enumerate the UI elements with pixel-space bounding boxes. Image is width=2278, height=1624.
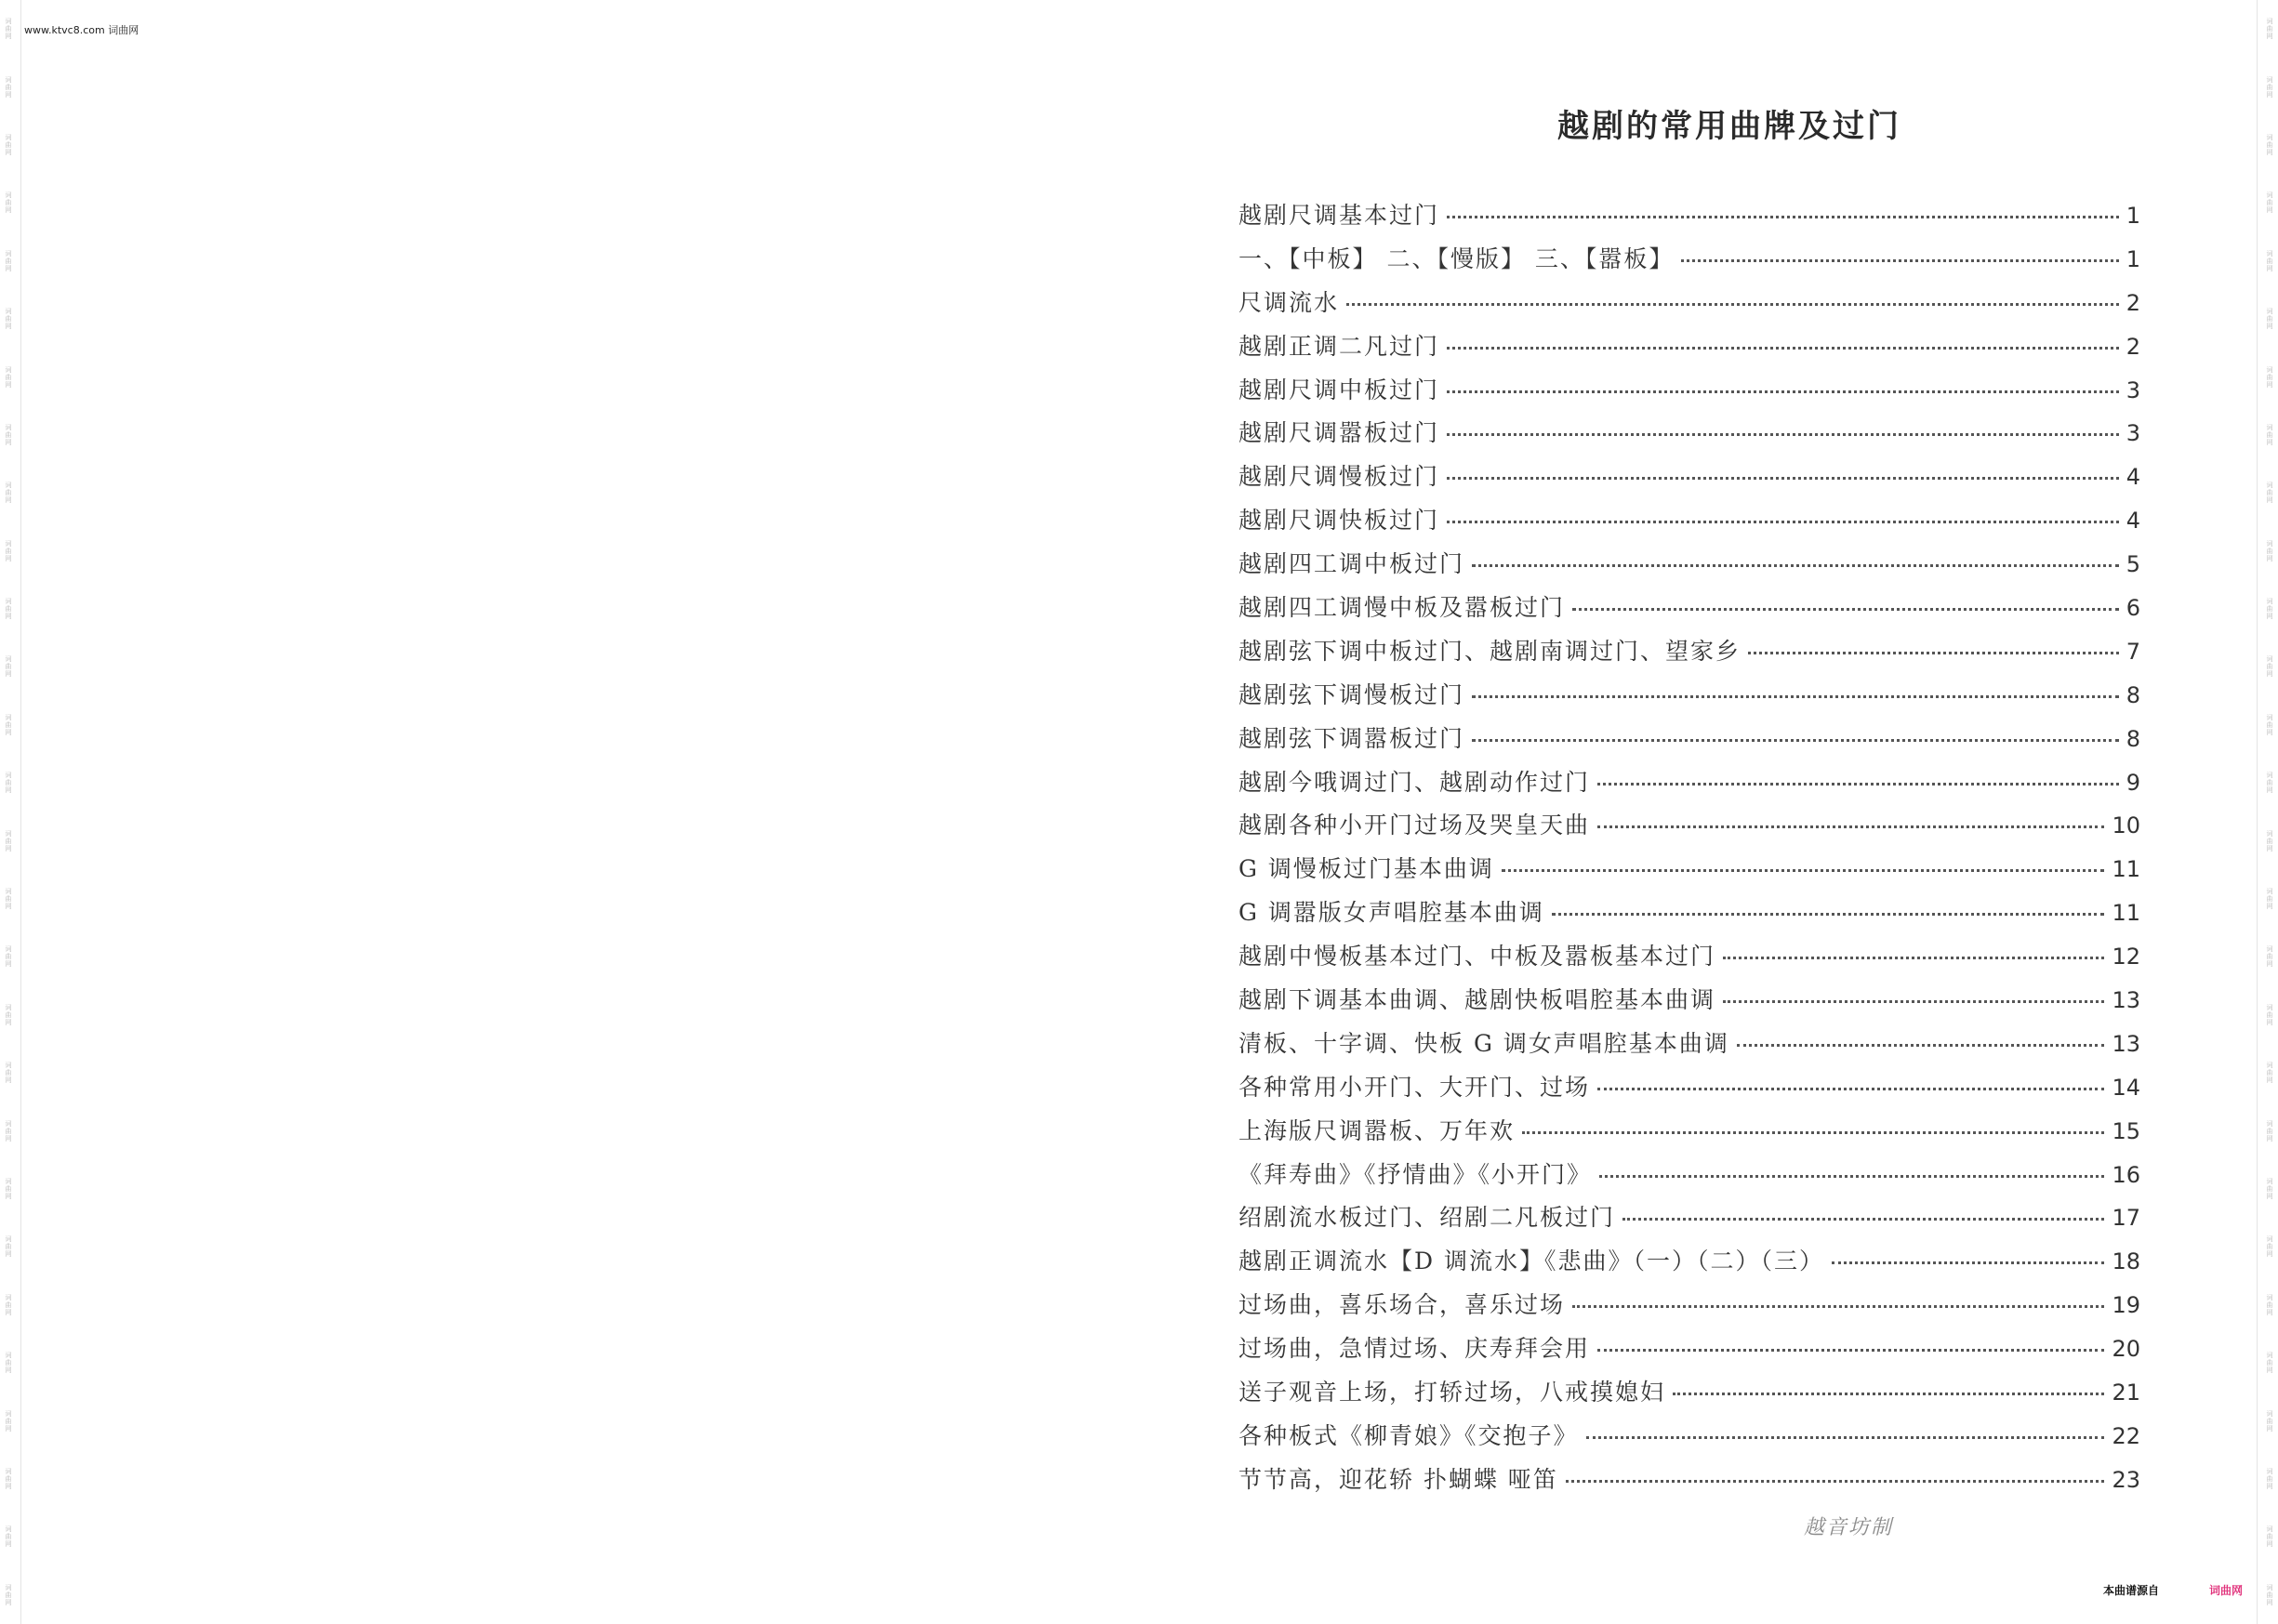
margin-watermark-mark: 词曲网 <box>2266 1352 2273 1375</box>
toc-page-number: 18 <box>2112 1248 2140 1275</box>
toc-entry[interactable] <box>1238 241 2140 284</box>
toc-entry[interactable] <box>1238 982 2140 1025</box>
margin-watermark-mark: 词曲网 <box>2266 1178 2273 1200</box>
margin-watermark-mark: 词曲网 <box>2266 249 2273 272</box>
toc-entry[interactable] <box>1238 1330 2140 1374</box>
margin-watermark-mark: 词曲网 <box>5 1003 12 1026</box>
toc-dot-leader <box>1723 1000 2104 1003</box>
toc-page-number: 2 <box>2126 333 2140 360</box>
margin-watermark-mark: 词曲网 <box>5 1293 12 1316</box>
toc-entry-title: 过场曲，喜乐场合，喜乐过场 <box>1238 1291 1566 1319</box>
margin-watermark-mark: 词曲网 <box>5 191 12 215</box>
toc-dot-leader <box>1597 1088 2104 1090</box>
toc-entry[interactable] <box>1238 1243 2140 1287</box>
toc-entry-title: 越剧正调二凡过门 <box>1238 332 1440 360</box>
toc-page-number: 2 <box>2126 289 2140 316</box>
toc-entry[interactable] <box>1238 1025 2140 1069</box>
toc-page-number: 4 <box>2126 508 2140 535</box>
margin-watermark-mark: 词曲网 <box>5 1583 12 1606</box>
margin-watermark-mark: 词曲网 <box>2266 945 2273 969</box>
margin-watermark-mark: 词曲网 <box>2266 423 2273 446</box>
right-edge-line <box>2257 0 2258 1624</box>
toc-page-number: 9 <box>2126 769 2140 796</box>
margin-watermark-mark: 词曲网 <box>2266 888 2273 911</box>
margin-watermark-mark: 词曲网 <box>5 482 12 505</box>
toc-entry[interactable] <box>1238 372 2140 416</box>
toc-dot-leader <box>1673 1393 2104 1395</box>
toc-page-number: 8 <box>2126 725 2140 752</box>
margin-watermark-mark: 词曲网 <box>2266 1409 2273 1433</box>
toc-entry[interactable] <box>1238 894 2140 938</box>
toc-page-number: 4 <box>2126 464 2140 491</box>
toc-dot-leader <box>1472 695 2119 698</box>
margin-watermark-mark: 词曲网 <box>5 18 12 41</box>
toc-entry-title: 越剧尺调基本过门 <box>1238 202 1440 229</box>
toc-page-number: 21 <box>2112 1380 2140 1406</box>
toc-entry[interactable] <box>1238 415 2140 458</box>
toc-entry-title: 越剧尺调嚣板过门 <box>1238 419 1440 447</box>
toc-page-number: 11 <box>2112 856 2140 883</box>
toc-dot-leader <box>1622 1218 2104 1221</box>
toc-entry-title: 越剧今哦调过门、越剧动作过门 <box>1238 768 1591 796</box>
toc-dot-leader <box>1586 1436 2105 1439</box>
toc-entry[interactable] <box>1238 1113 2140 1156</box>
margin-watermark-mark: 词曲网 <box>2266 365 2273 389</box>
toc-page-number: 19 <box>2112 1292 2140 1319</box>
page-title: 越剧的常用曲牌及过门 <box>1557 108 1901 145</box>
margin-watermark-mark: 词曲网 <box>2266 829 2273 852</box>
toc-page-number: 7 <box>2126 638 2140 665</box>
margin-watermark-mark: 词曲网 <box>2266 75 2273 99</box>
margin-watermark-mark: 词曲网 <box>5 365 12 389</box>
toc-entry[interactable] <box>1238 1461 2140 1505</box>
table-of-contents <box>1238 197 2140 1505</box>
top-left-watermark: www.ktvc8.com 词曲网 <box>24 24 139 36</box>
toc-entry-title: 越剧尺调慢板过门 <box>1238 463 1440 491</box>
toc-page-number: 5 <box>2126 551 2140 578</box>
toc-dot-leader <box>1566 1480 2105 1483</box>
toc-entry[interactable] <box>1238 589 2140 633</box>
toc-entry[interactable] <box>1238 720 2140 764</box>
margin-watermark-mark: 词曲网 <box>2266 713 2273 736</box>
toc-dot-leader <box>1472 564 2119 567</box>
toc-page-number: 11 <box>2112 900 2140 927</box>
toc-entry[interactable] <box>1238 284 2140 328</box>
toc-entry-title: 送子观音上场，打轿过场，八戒摸媳妇 <box>1238 1379 1666 1406</box>
toc-dot-leader <box>1472 739 2119 742</box>
toc-entry-title: 越剧弦下调慢板过门 <box>1238 680 1465 708</box>
toc-entry[interactable] <box>1238 807 2140 851</box>
toc-entry-title: 绍剧流水板过门、绍剧二凡板过门 <box>1238 1204 1616 1232</box>
margin-watermark-mark: 词曲网 <box>5 1062 12 1085</box>
toc-entry[interactable] <box>1238 546 2140 589</box>
margin-watermark-mark: 词曲网 <box>5 133 12 156</box>
toc-dot-leader <box>1447 390 2119 393</box>
toc-dot-leader <box>1681 259 2118 262</box>
margin-watermark-mark: 词曲网 <box>5 1467 12 1490</box>
toc-dot-leader <box>1502 869 2105 872</box>
margin-watermark-mark: 词曲网 <box>5 308 12 331</box>
toc-dot-leader <box>1447 347 2119 350</box>
margin-watermark-mark: 词曲网 <box>5 1178 12 1200</box>
toc-dot-leader <box>1522 1131 2104 1134</box>
margin-watermark-mark: 词曲网 <box>5 1119 12 1142</box>
toc-entry-title: 各种板式《柳青娘》《交抱子》 <box>1238 1421 1579 1449</box>
margin-watermark-mark: 词曲网 <box>2266 308 2273 331</box>
margin-watermark-mark: 词曲网 <box>5 539 12 562</box>
margin-watermark-mark: 词曲网 <box>2266 482 2273 505</box>
left-margin-watermark <box>2 0 15 1624</box>
margin-watermark-mark: 词曲网 <box>2266 1235 2273 1259</box>
toc-page-number: 12 <box>2112 944 2140 970</box>
toc-dot-leader <box>1832 1261 2104 1264</box>
margin-watermark-mark: 词曲网 <box>2266 1467 2273 1490</box>
toc-entry-title: 《拜寿曲》《抒情曲》《小开门》 <box>1238 1160 1593 1188</box>
toc-dot-leader <box>1447 521 2119 523</box>
toc-page-number: 23 <box>2112 1466 2140 1493</box>
toc-dot-leader <box>1346 303 2119 306</box>
toc-entry-title: G 调嚣版女声唱腔基本曲调 <box>1238 899 1544 927</box>
margin-watermark-mark: 词曲网 <box>2266 191 2273 215</box>
toc-dot-leader <box>1599 1175 2104 1178</box>
toc-page-number: 10 <box>2112 812 2140 839</box>
toc-dot-leader <box>1748 652 2119 654</box>
right-margin-watermark <box>2263 0 2276 1624</box>
margin-watermark-mark: 词曲网 <box>2266 1525 2273 1549</box>
toc-dot-leader <box>1447 216 2119 218</box>
toc-dot-leader <box>1597 783 2119 786</box>
toc-entry[interactable] <box>1238 1199 2140 1243</box>
toc-entry[interactable] <box>1238 1418 2140 1461</box>
toc-entry[interactable] <box>1238 1069 2140 1113</box>
toc-entry-title: 越剧中慢板基本过门、中板及嚣板基本过门 <box>1238 943 1716 970</box>
toc-page-number: 22 <box>2112 1422 2140 1449</box>
margin-watermark-mark: 词曲网 <box>2266 133 2273 156</box>
toc-entry[interactable] <box>1238 764 2140 808</box>
toc-entry-title: 越剧四工调慢中板及嚣板过门 <box>1238 594 1566 622</box>
toc-entry-title: 越剧下调基本曲调、越剧快板唱腔基本曲调 <box>1238 986 1716 1014</box>
margin-watermark-mark: 词曲网 <box>5 1235 12 1259</box>
toc-entry[interactable] <box>1238 1156 2140 1200</box>
margin-watermark-mark: 词曲网 <box>5 1352 12 1375</box>
toc-page-number: 1 <box>2126 245 2140 272</box>
margin-watermark-mark: 词曲网 <box>2266 1003 2273 1026</box>
toc-entry-title: 越剧尺调中板过门 <box>1238 376 1440 403</box>
footer-source-text: 本曲谱源自 <box>2103 1584 2160 1597</box>
margin-watermark-mark: 词曲网 <box>2266 1119 2273 1142</box>
left-edge-line <box>20 0 21 1624</box>
toc-page-number: 16 <box>2112 1161 2140 1188</box>
toc-entry[interactable] <box>1238 633 2140 677</box>
margin-watermark-mark: 词曲网 <box>5 423 12 446</box>
toc-entry[interactable] <box>1238 458 2140 502</box>
toc-page-number: 13 <box>2112 1030 2140 1057</box>
toc-page-number: 17 <box>2112 1205 2140 1232</box>
toc-entry-title: 上海版尺调嚣板、万年欢 <box>1238 1116 1516 1144</box>
toc-entry-title: 越剧尺调快板过门 <box>1238 507 1440 535</box>
toc-page-number: 14 <box>2112 1074 2140 1101</box>
toc-page-number: 1 <box>2126 203 2140 229</box>
toc-entry[interactable] <box>1238 502 2140 546</box>
toc-dot-leader <box>1737 1044 2105 1047</box>
toc-entry-title: 清板、十字调、快板 G 调女声唱腔基本曲调 <box>1238 1029 1729 1057</box>
margin-watermark-mark: 词曲网 <box>2266 598 2273 621</box>
toc-dot-leader <box>1597 1349 2104 1352</box>
margin-watermark-mark: 词曲网 <box>2266 539 2273 562</box>
margin-watermark-mark: 词曲网 <box>5 249 12 272</box>
toc-entry-title: 过场曲，急情过场、庆寿拜会用 <box>1238 1335 1591 1363</box>
toc-dot-leader <box>1447 477 2119 480</box>
toc-entry-title: 越剧四工调中板过门 <box>1238 550 1465 578</box>
toc-entry[interactable] <box>1238 938 2140 982</box>
margin-watermark-mark: 词曲网 <box>2266 1293 2273 1316</box>
toc-entry-title: 越剧弦下调中板过门、越剧南调过门、望家乡 <box>1238 637 1742 665</box>
toc-page-number: 6 <box>2126 595 2140 622</box>
toc-dot-leader <box>1572 1305 2104 1308</box>
toc-page-number: 8 <box>2126 681 2140 708</box>
margin-watermark-mark: 词曲网 <box>5 945 12 969</box>
toc-entry[interactable] <box>1238 677 2140 720</box>
toc-entry-title: G 调慢板过门基本曲调 <box>1238 855 1494 883</box>
margin-watermark-mark: 词曲网 <box>5 772 12 795</box>
toc-entry-title: 各种常用小开门、大开门、过场 <box>1238 1073 1591 1101</box>
toc-dot-leader <box>1552 913 2105 916</box>
toc-dot-leader <box>1447 433 2119 436</box>
toc-page-number: 3 <box>2126 420 2140 447</box>
toc-entry-title: 越剧正调流水【D 调流水】《悲曲》（一）（二）（三） <box>1238 1248 1824 1275</box>
margin-watermark-mark: 词曲网 <box>5 655 12 679</box>
margin-watermark-mark: 词曲网 <box>2266 1062 2273 1085</box>
toc-page-number: 13 <box>2112 987 2140 1014</box>
margin-watermark-mark: 词曲网 <box>5 829 12 852</box>
margin-watermark-mark: 词曲网 <box>5 888 12 911</box>
toc-entry-title: 一、【中板】 二、【慢版】 三、【嚣板】 <box>1238 244 1675 272</box>
toc-entry-title: 节节高，迎花轿 扑蝴蝶 哑笛 <box>1238 1465 1558 1493</box>
toc-entry[interactable] <box>1238 851 2140 894</box>
toc-page-number: 3 <box>2126 376 2140 403</box>
margin-watermark-mark: 词曲网 <box>2266 772 2273 795</box>
margin-watermark-mark: 词曲网 <box>5 713 12 736</box>
toc-page-number: 15 <box>2112 1117 2140 1144</box>
footer-brand-logo: 词曲网 <box>2209 1584 2244 1597</box>
toc-entry-title: 越剧各种小开门过场及哭皇天曲 <box>1238 812 1591 839</box>
signature-stamp: 越音坊制 <box>1804 1516 1894 1539</box>
toc-dot-leader <box>1723 957 2104 959</box>
toc-dot-leader <box>1597 825 2104 828</box>
toc-entry[interactable] <box>1238 197 2140 241</box>
toc-page-number: 20 <box>2112 1336 2140 1363</box>
margin-watermark-mark: 词曲网 <box>5 1409 12 1433</box>
margin-watermark-mark: 词曲网 <box>2266 655 2273 679</box>
toc-entry-title: 越剧弦下调嚣板过门 <box>1238 724 1465 752</box>
toc-entry[interactable] <box>1238 328 2140 372</box>
toc-entry[interactable] <box>1238 1374 2140 1418</box>
margin-watermark-mark: 词曲网 <box>2266 1583 2273 1606</box>
toc-entry[interactable] <box>1238 1287 2140 1330</box>
margin-watermark-mark: 词曲网 <box>5 1525 12 1549</box>
toc-entry-title: 尺调流水 <box>1238 288 1340 316</box>
margin-watermark-mark: 词曲网 <box>2266 18 2273 41</box>
margin-watermark-mark: 词曲网 <box>5 75 12 99</box>
toc-dot-leader <box>1572 608 2119 611</box>
margin-watermark-mark: 词曲网 <box>5 598 12 621</box>
